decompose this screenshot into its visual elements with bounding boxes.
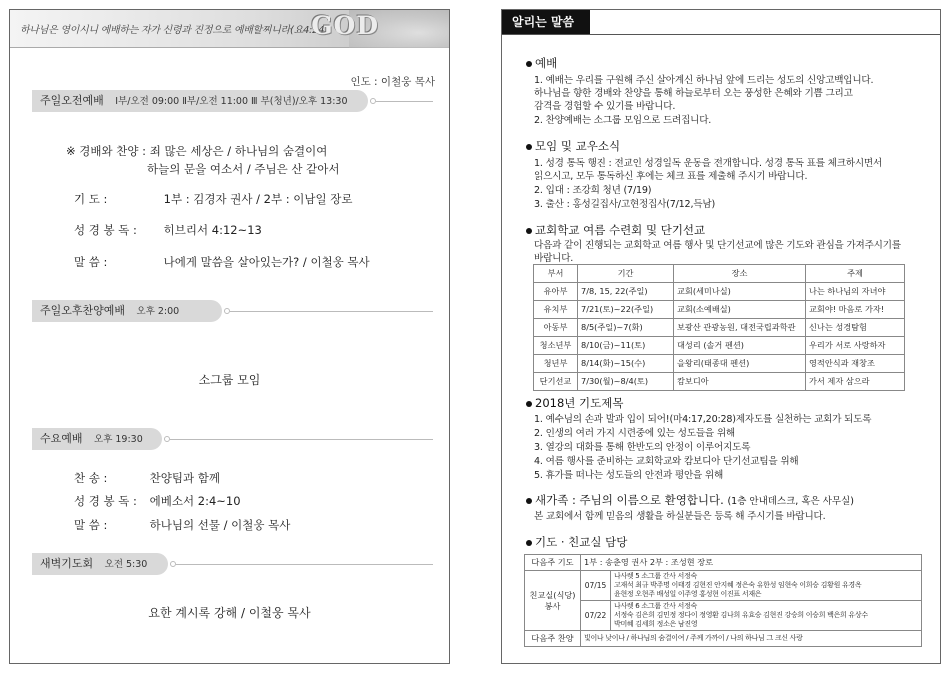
prayer-line: 1. 예수님의 손과 발과 입이 되어!(마4:17,20:28)제자도를 실천하는 교회가 되도록 bbox=[534, 414, 872, 425]
next-praise-value: 빛이나 낮이나 / 하나님의 숨결이여 / 주께 가까이 / 나의 하나님 그 크신 사랑 bbox=[581, 631, 922, 647]
newcomer-title-note: (1층 안내데스크, 혹은 사무실) bbox=[727, 496, 854, 507]
table-cell: 대성리 (솔거 펜션) bbox=[674, 337, 806, 355]
table-cell: 8/10(금)~11(토) bbox=[578, 337, 674, 355]
title-rule bbox=[502, 34, 940, 35]
next-praise-label: 다음주 찬양 bbox=[525, 631, 581, 647]
table-cell: 교회(소예배실) bbox=[674, 301, 806, 319]
bible-label: 성 경 봉 독 : bbox=[74, 223, 137, 237]
table-row bbox=[525, 555, 922, 571]
worship-line: 1. 예배는 우리를 구원해 주신 살아계신 하나님 앞에 드리는 성도의 신앙고백입니다. bbox=[534, 75, 874, 86]
hymn-row bbox=[66, 143, 327, 159]
table-header-row bbox=[534, 265, 905, 283]
news-line: 3. 출산 : 홍성길집사/고현정집사(7/12,득남) bbox=[534, 199, 715, 210]
sermon-label: 말 씀 : bbox=[74, 255, 108, 269]
table-cell: 7/30(월)~8/4(토) bbox=[578, 373, 674, 391]
table-cell: 나는 하나님의 자녀야 bbox=[806, 283, 905, 301]
praise-row bbox=[74, 470, 220, 486]
table-row bbox=[534, 283, 905, 301]
god-logo: GOD bbox=[311, 11, 379, 40]
afternoon-service-name: 주일오후찬양예배 bbox=[40, 304, 126, 317]
wed-sermon-row bbox=[74, 517, 290, 533]
table-cell: 8/5(주일)~7(화) bbox=[578, 319, 674, 337]
table-row bbox=[525, 631, 922, 647]
afternoon-service-header bbox=[32, 300, 222, 322]
table-cell: 을왕리(태종대 펜션) bbox=[674, 355, 806, 373]
table-header: 기간 bbox=[578, 265, 674, 283]
worship-line: 하나님을 향한 경배와 찬양을 통해 하늘로부터 오는 풍성한 은혜와 기쁨 그리고 bbox=[534, 88, 853, 99]
table-cell: 보광산 관광농원, 대전국립과학관 bbox=[674, 319, 806, 337]
duty-members bbox=[611, 601, 922, 631]
dawn-prayer-header bbox=[32, 553, 168, 575]
worship-section-title bbox=[526, 55, 557, 71]
duty-member-line: 박미혜 김세희 정소은 남진영 bbox=[614, 620, 698, 628]
table-row bbox=[534, 319, 905, 337]
divider bbox=[176, 564, 433, 565]
bullet-icon bbox=[526, 401, 532, 407]
duty-member-line: 윤현정 오현주 배성일 이주영 홍성현 이진표 서재은 bbox=[614, 590, 762, 598]
vbs-intro-line: 다음과 같이 진행되는 교회학교 여름 행사 및 단기선교에 많은 기도와 관심을 가져주시기를 bbox=[534, 240, 901, 251]
hymn-line-1: 죄 많은 세상은 / 하나님의 숨결이여 bbox=[149, 144, 328, 158]
verse-banner bbox=[10, 10, 449, 48]
table-row bbox=[534, 373, 905, 391]
morning-service-name: 주일오전예배 bbox=[40, 94, 104, 107]
table-row bbox=[534, 355, 905, 373]
table-cell: 단기선교 bbox=[534, 373, 578, 391]
morning-service-header bbox=[32, 90, 368, 112]
duty-section-title bbox=[526, 534, 627, 550]
sermon-row bbox=[74, 254, 370, 270]
prayer-section-title bbox=[526, 395, 623, 411]
news-section-title bbox=[526, 138, 620, 154]
news-line: 읽으시고, 모두 통독하신 후에는 체크 표를 제출해 주시기 바랍니다. bbox=[534, 171, 808, 182]
left-page bbox=[9, 9, 450, 664]
prayer-value: 1부 : 김경자 권사 / 2부 : 이남일 장로 bbox=[163, 192, 353, 206]
table-cell: 청년부 bbox=[534, 355, 578, 373]
prayer-label: 기 도 : bbox=[74, 192, 108, 206]
wednesday-service-name: 수요예배 bbox=[40, 432, 83, 445]
worship-line: 2. 찬양예배는 소그룹 모임으로 드려집니다. bbox=[534, 115, 712, 126]
wed-sermon-label: 말 씀 : bbox=[74, 518, 108, 532]
wed-bible-row bbox=[74, 493, 241, 509]
vbs-intro-line: 바랍니다. bbox=[534, 253, 574, 264]
hymn-label: ※ 경배와 찬양 : bbox=[66, 144, 147, 158]
bible-value: 히브리서 4:12~13 bbox=[163, 223, 262, 237]
afternoon-content: 소그룹 모임 bbox=[198, 373, 261, 387]
table-cell: 우리가 서로 사랑하자 bbox=[806, 337, 905, 355]
announcements-title: 알리는 말씀 bbox=[502, 10, 590, 34]
table-cell: 유아부 bbox=[534, 283, 578, 301]
duty-member-line: 나사렛 5 소그룹 간사 서정숙 bbox=[614, 572, 697, 580]
news-title-text: 모임 및 교우소식 bbox=[535, 139, 621, 153]
hymn-line-2: 하늘의 문을 여소서 / 주님은 산 같아서 bbox=[147, 162, 340, 176]
table-cell: 유치부 bbox=[534, 301, 578, 319]
table-row bbox=[525, 571, 922, 601]
table-cell: 교회(세미나실) bbox=[674, 283, 806, 301]
prayer-line: 3. 열강의 대화를 통해 한반도의 안정이 이루어지도록 bbox=[534, 442, 751, 453]
sermon-value: 나에게 말씀을 살아있는가? / 이철웅 목사 bbox=[163, 255, 370, 269]
divider bbox=[170, 439, 433, 440]
table-row bbox=[534, 301, 905, 319]
bullet-icon bbox=[526, 540, 532, 546]
table-cell: 청소년부 bbox=[534, 337, 578, 355]
newcomer-title-text: 새가족 : 주님의 이름으로 환영합니다. bbox=[535, 493, 724, 507]
news-line: 2. 입대 : 조강희 청년 (7/19) bbox=[534, 185, 652, 196]
praise-value: 찬양팀과 함께 bbox=[149, 471, 220, 485]
dawn-prayer-name: 새벽기도회 bbox=[40, 557, 94, 570]
morning-service-times: Ⅰ부/오전 09:00 Ⅱ부/오전 11:00 Ⅲ 부(청년)/오후 13:30 bbox=[115, 96, 348, 107]
table-header: 주제 bbox=[806, 265, 905, 283]
right-page bbox=[501, 9, 941, 664]
table-cell: 7/21(토)~22(주일) bbox=[578, 301, 674, 319]
table-cell: 영적안식과 재창조 bbox=[806, 355, 905, 373]
afternoon-service-time: 오후 2:00 bbox=[136, 306, 180, 317]
duty-member-line: 나사렛 6 소그룹 간사 서정숙 bbox=[614, 602, 697, 610]
dawn-prayer-time: 오전 5:30 bbox=[104, 559, 148, 570]
fellowship-label-1: 친교실(식당) bbox=[529, 589, 576, 600]
table-header: 장소 bbox=[674, 265, 806, 283]
prayer-line: 4. 여름 행사를 준비하는 교회학교와 캄보디아 단기선교팀을 위해 bbox=[534, 456, 799, 467]
wed-sermon-value: 하나님의 선물 / 이철웅 목사 bbox=[149, 518, 291, 532]
banner-verse: 하나님은 영이시니 예배하는 자가 신령과 진정으로 예배할찌니라(요4:24) bbox=[20, 25, 328, 36]
news-line: 1. 성경 통독 행진 : 전교인 성경일독 운동을 전개합니다. 성경 통독 표를 체크하시면서 bbox=[534, 158, 883, 169]
table-cell: 신나는 성경탐험 bbox=[806, 319, 905, 337]
duty-date: 07/22 bbox=[581, 601, 611, 631]
vbs-table bbox=[533, 264, 905, 391]
worship-title-text: 예배 bbox=[535, 56, 558, 70]
wed-bible-value: 에베소서 2:4~10 bbox=[149, 494, 241, 508]
table-cell: 가서 제자 삼으라 bbox=[806, 373, 905, 391]
divider bbox=[230, 311, 433, 312]
fellowship-label-2: 봉사 bbox=[544, 600, 561, 611]
duty-member-line: 고재석 최규 박주명 이태경 김현진 안지혜 정은숙 유한성 임현숙 이희승 김황원 유경옥 bbox=[614, 581, 862, 589]
table-cell: 캄보디아 bbox=[674, 373, 806, 391]
prayer-line: 2. 인생의 여러 가지 시련중에 있는 성도들을 위해 bbox=[534, 428, 735, 439]
table-row bbox=[534, 337, 905, 355]
prayer-title-text: 2018년 기도제목 bbox=[535, 396, 624, 410]
bullet-icon bbox=[526, 498, 532, 504]
wednesday-service-time: 오후 19:30 bbox=[94, 434, 143, 445]
bible-row bbox=[74, 222, 262, 238]
bullet-icon bbox=[526, 61, 532, 67]
next-prayer-label: 다음주 기도 bbox=[525, 555, 581, 571]
praise-label: 찬 송 : bbox=[74, 471, 108, 485]
table-row bbox=[525, 601, 922, 631]
prayer-line: 5. 휴가를 떠나는 성도들의 안전과 평안을 위해 bbox=[534, 470, 724, 481]
dawn-content: 요한 계시록 강해 / 이철웅 목사 bbox=[148, 606, 311, 620]
vbs-title-text: 교회학교 여름 수련회 및 단기선교 bbox=[535, 223, 706, 237]
wednesday-service-header bbox=[32, 428, 162, 450]
next-prayer-value: 1부 : 송춘영 권사 2부 : 조성현 장로 bbox=[581, 555, 922, 571]
duty-title-text: 기도 · 친교실 담당 bbox=[535, 535, 628, 549]
duty-table bbox=[524, 554, 922, 647]
divider bbox=[376, 101, 433, 102]
vbs-section-title bbox=[526, 222, 705, 238]
bullet-icon bbox=[526, 144, 532, 150]
duty-member-line: 서정숙 김은희 김민정 정다이 정영환 김나희 유효승 김현진 강승희 이승희 백은희 유상수 bbox=[614, 611, 868, 619]
table-header: 부서 bbox=[534, 265, 578, 283]
table-cell: 교회야! 마음로 가자! bbox=[806, 301, 905, 319]
fellowship-label bbox=[525, 571, 581, 631]
prayer-row bbox=[74, 191, 352, 207]
duty-members bbox=[611, 571, 922, 601]
newcomer-line: 본 교회에서 함께 믿음의 생활을 하실분들은 등록 해 주시기를 바랍니다. bbox=[534, 511, 826, 522]
bullet-icon bbox=[526, 228, 532, 234]
table-cell: 7/8, 15, 22(주일) bbox=[578, 283, 674, 301]
table-cell: 8/14(화)~15(수) bbox=[578, 355, 674, 373]
duty-date: 07/15 bbox=[581, 571, 611, 601]
leader-text: 인도 : 이철웅 목사 bbox=[350, 76, 435, 88]
table-cell: 아동부 bbox=[534, 319, 578, 337]
wed-bible-label: 성 경 봉 독 : bbox=[74, 494, 137, 508]
newcomer-section-title bbox=[526, 492, 854, 508]
worship-line: 감격을 경험할 수 있기를 바랍니다. bbox=[534, 101, 676, 112]
